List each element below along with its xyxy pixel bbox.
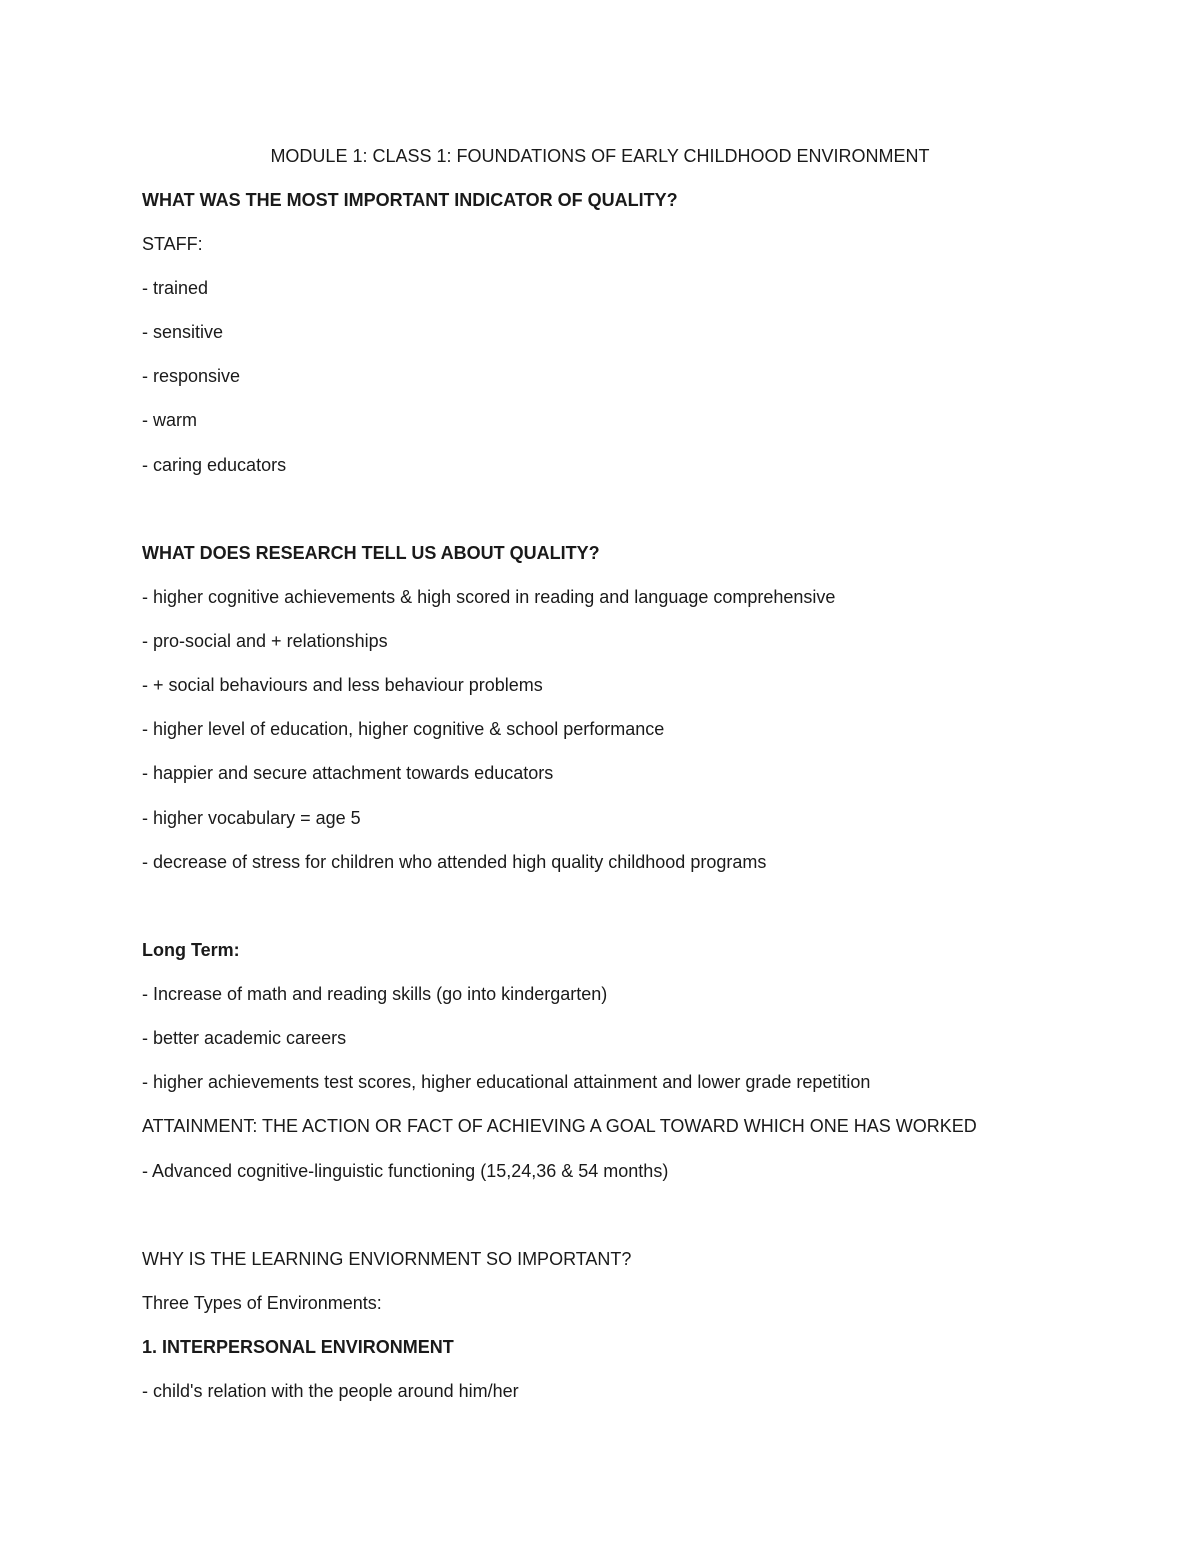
list-item: - pro-social and + relationships bbox=[142, 631, 388, 651]
interpersonal-environment-heading: 1. INTERPERSONAL ENVIRONMENT bbox=[142, 1337, 454, 1357]
attainment-definition: ATTAINMENT: THE ACTION OR FACT OF ACHIEVING A GOAL TOWARD WHICH ONE HAS WORKED bbox=[142, 1116, 977, 1136]
staff-label: STAFF: bbox=[142, 234, 203, 254]
list-item: - responsive bbox=[142, 366, 241, 386]
list-item: - trained bbox=[142, 278, 209, 298]
section-heading-indicator: WHAT WAS THE MOST IMPORTANT INDICATOR OF QUALITY? bbox=[142, 190, 678, 210]
list-item: - Increase of math and reading skills (go into kindergarten) bbox=[142, 984, 608, 1004]
list-item: - higher vocabulary = age 5 bbox=[142, 808, 361, 828]
list-item: - higher level of education, higher cognitive & school performance bbox=[142, 719, 665, 739]
list-item: - Advanced cognitive-linguistic functioning (15,24,36 & 54 months) bbox=[142, 1161, 669, 1181]
list-item: - better academic careers bbox=[142, 1028, 347, 1048]
list-item: - caring educators bbox=[142, 455, 287, 475]
list-item: - higher achievements test scores, higher educational attainment and lower grade repetition bbox=[142, 1072, 871, 1092]
list-item: - warm bbox=[142, 410, 197, 430]
page-title: MODULE 1: CLASS 1: FOUNDATIONS OF EARLY CHILDHOOD ENVIRONMENT bbox=[270, 146, 930, 166]
section-heading-research: WHAT DOES RESEARCH TELL US ABOUT QUALITY? bbox=[142, 543, 600, 563]
section-heading-environment: WHY IS THE LEARNING ENVIORNMENT SO IMPORTANT? bbox=[142, 1249, 632, 1269]
section-heading-long-term: Long Term: bbox=[142, 940, 240, 960]
list-item: - child's relation with the people around him/her bbox=[142, 1381, 519, 1401]
list-item: - + social behaviours and less behaviour problems bbox=[142, 675, 543, 695]
list-item: - higher cognitive achievements & high scored in reading and language comprehensive bbox=[142, 587, 836, 607]
list-item: - happier and secure attachment towards educators bbox=[142, 763, 554, 783]
list-item: - decrease of stress for children who attended high quality childhood programs bbox=[142, 852, 767, 872]
list-item: - sensitive bbox=[142, 322, 224, 342]
environment-types-subheading: Three Types of Environments: bbox=[142, 1293, 382, 1313]
